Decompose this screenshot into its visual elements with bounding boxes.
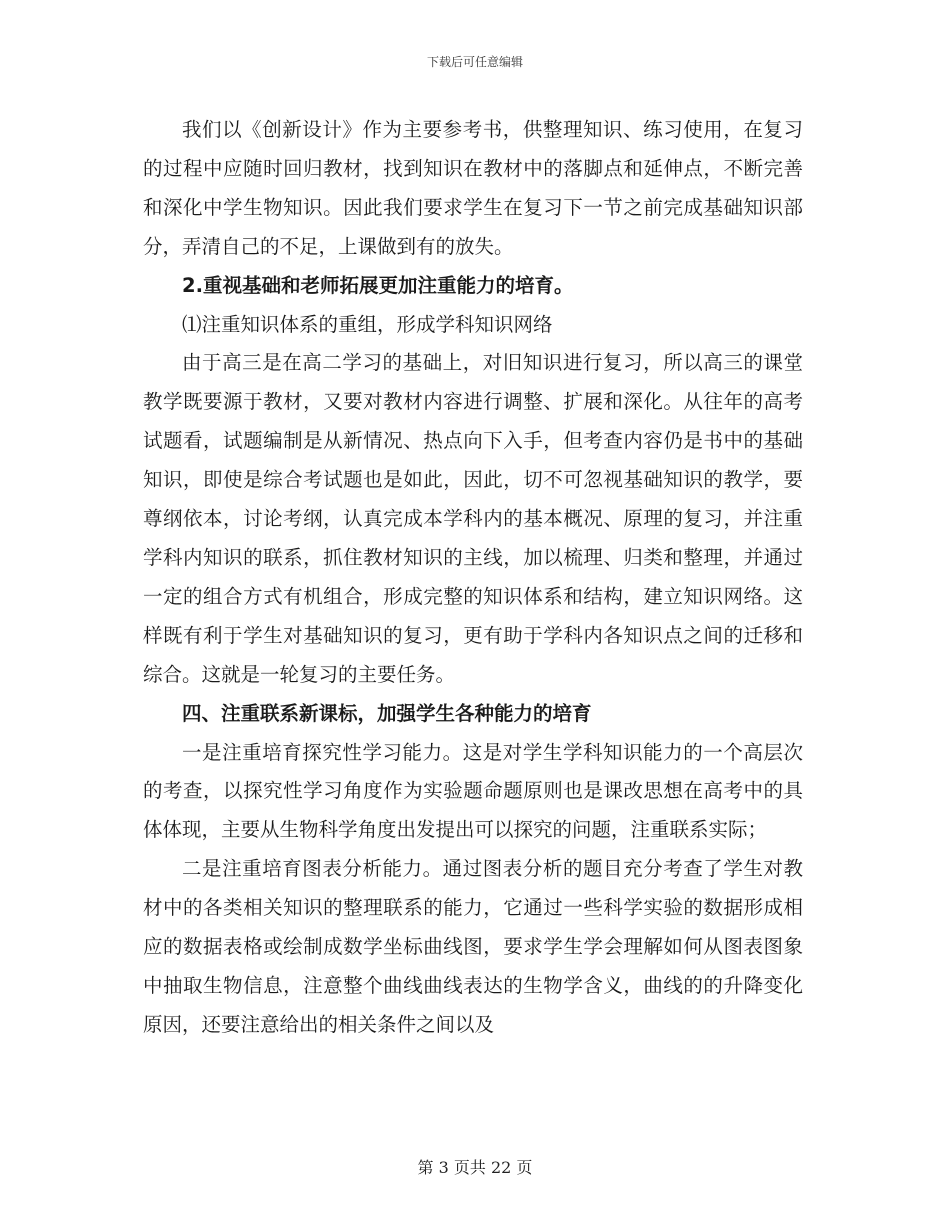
paragraph-knowledge-system: 由于高三是在高二学习的基础上，对旧知识进行复习，所以高三的课堂教学既要源于教材，又要对教材内容进行调整、扩展和深化。从往年的高考试题看，试题编制是从新情况、热点向下入手，但考查内容仍是书中的基础知识，即使是综合考试题也是如此，因此，切不可忽视基础知识的教学，要尊纲依本，讨论考纲，认真完成本学科内的基本概况、原理的复习，并注重学科内知识的联系，抓住教材知识的主线，加以梳理、归类和整理，并通过一定的组合方式有机组合，形成完整的知识体系和结构，建立知识网络。这样既有利于学生对基础知识的复习，更有助于学科内各知识点之间的迁移和综合。这就是一轮复习的主要任务。 [143,351,803,686]
page-number-footer: 第 3 页共 22 页 [417,1158,533,1177]
page-header: 下载后可任意编辑 [426,55,523,69]
section-heading-foundation: 2.重视基础和老师拓展更加注重能力的培育。 [182,273,574,297]
document-body [143,111,803,1045]
section-heading-new-curriculum: 四、注重联系新课标，加强学生各种能力的培育 [182,701,592,725]
paragraph-chart-analysis: 二是注重培育图表分析能力。通过图表分析的题目充分考查了学生对教材中的各类相关知识的整理联系的能力，它通过一些科学实验的数据形成相应的数据表格或绘制成数学坐标曲线图，要求学生学会理解如何从图表图象中抽取生物信息，注意整个曲线曲线表达的生物学含义，曲线的的升降变化原因，还要注意给出的相关条件之间以及 [143,857,803,1036]
subheading-knowledge-network: ⑴注重知识体系的重组，形成学科知识网络 [182,312,553,336]
paragraph-inquiry-ability: 一是注重培育探究性学习能力。这是对学生学科知识能力的一个高层次的考查，以探究性学习角度作为实验题命题原则也是课改思想在高考中的具体体现，主要从生物科学角度出发提出可以探究的问题，注重联系实际； [143,740,803,842]
paragraph-reference-book: 我们以《创新设计》作为主要参考书，供整理知识、练习使用，在复习的过程中应随时回归教材，找到知识在教材中的落脚点和延伸点，不断完善和深化中学生物知识。因此我们要求学生在复习下一节之前完成基础知识部分，弄清自己的不足，上课做到有的放失。 [143,118,803,258]
